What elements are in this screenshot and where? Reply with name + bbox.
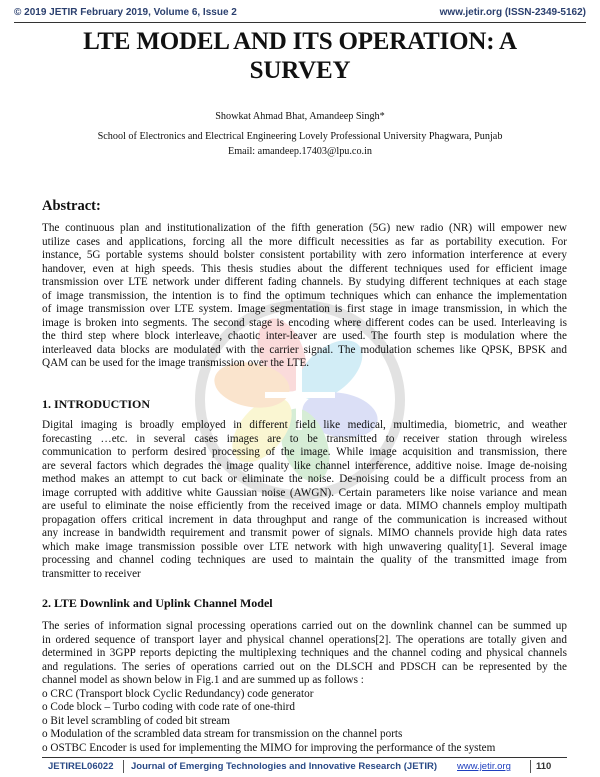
- abstract-line: handover, even at high speeds. This thesis studies about the different techniques used for efficient image: [42, 262, 567, 275]
- running-header: [14, 6, 586, 23]
- introduction-line: method makes an attempt to cut back or eliminate the noise. De-noising could be a difficult process from an: [42, 473, 567, 485]
- affiliation: School of Electronics and Electrical Engineering Lovely Professional University Phagwara, Punjab: [97, 131, 503, 142]
- abstract-line: of image transmission, the intention is to find the optimum techniques which can enhance the implementation: [42, 289, 567, 302]
- introduction-line: Digital imaging is broadly employed in different field like medical, multimedia, biometric, and weather: [42, 419, 567, 431]
- abstract-line: instance, 5G portable systems should bolster consistent portability with zero information interference at every: [42, 249, 567, 261]
- title-line: SURVEY: [249, 57, 351, 84]
- introduction-line: image corrupted with additive white Gaussian noise (AWGN). Certain parameters like noise variance and mean: [42, 486, 567, 499]
- introduction-body: [42, 419, 567, 581]
- abstract-line: image is broken into segments. The second stage is encoding where different codes can be used. Interleaving is: [42, 316, 567, 329]
- abstract-line: transmission over LTE network under different fading channels. By studying different techniques at each stage: [42, 276, 567, 288]
- bullet-item: o Code block – Turbo coding with code rate of one-third: [42, 701, 295, 713]
- bullet-item: o Bit level scrambling of coded bit stream: [42, 714, 230, 727]
- section2-line: and regulations. The series of operations carried out on the DLSCH and PDSCH can be represented by the: [42, 660, 567, 673]
- introduction-line: communication to perform desired processing of the image. While image acquisition and transmission, there: [42, 446, 567, 458]
- introduction-line: which make image transmission possible over LTE network with high unwavering quality[1]. Several image: [42, 540, 567, 553]
- abstract-line: of image transmission over LTE system. Image segmentation is first stage in image transmission, in which the: [42, 303, 567, 315]
- title-line: LTE MODEL AND ITS OPERATION: A: [83, 28, 517, 55]
- page-footer: [42, 757, 567, 777]
- section2-line: The series of information signal processing operations carried out on the downlink channel can be summed up: [42, 620, 567, 632]
- paper-title: [0, 27, 600, 85]
- section2-heading: 2. LTE Downlink and Uplink Channel Model: [42, 596, 273, 610]
- footer-divider: [530, 760, 531, 773]
- journal-link[interactable]: www.jetir.org: [457, 761, 511, 772]
- introduction-line: processing and channel coding techniques are used to maintain the quality of the transmitted image from: [42, 554, 567, 566]
- abstract-line: utilize cases and applications, forcing all the more difficult necessities as far as portability execution. For: [42, 235, 567, 248]
- section2-body: [42, 620, 567, 755]
- introduction-line: forecasting …etc. in several cases images are to be transmitted to receiver station through wireless: [42, 432, 567, 445]
- email: Email: amandeep.17403@lpu.co.in: [227, 146, 373, 157]
- section2-line: in ordered sequence of transport layer and physical channel operations[2]. The operations are totally given and: [42, 633, 567, 646]
- abstract-line: the third step where block interleave, chaotic inter-leaver are used. The fourth step is modulation where the: [42, 330, 567, 342]
- journal-issue-info: © 2019 JETIR February 2019, Volume 6, Issue 2: [14, 7, 237, 18]
- abstract-heading: Abstract:: [42, 198, 101, 214]
- introduction-line: propagation offers critical increment in data throughput and range of the communication is increased without: [42, 513, 567, 526]
- abstract-body: [42, 222, 567, 371]
- abstract-line: The continuous plan and institutionalization of the fifth generation (5G) new radio (NR) will empower new: [42, 222, 567, 234]
- section2-line: determined in 3GPP reports depicting the multiplexing techniques and the channel coding and physical channels: [42, 647, 567, 659]
- footer-divider: [123, 760, 124, 773]
- introduction-heading: 1. INTRODUCTION: [42, 397, 151, 411]
- bullet-item: o OSTBC Encoder is used for implementing the MIMO for improving the performance of the system: [42, 741, 496, 754]
- abstract-line: interleaved data blocks are modulated with the carrier signal. The modulation schemes like QPSK, BPSK and: [42, 343, 567, 356]
- section2-line: channel model as shown below in Fig.1 and are summed up as follows :: [42, 674, 364, 686]
- introduction-line: transmitter to receiver: [42, 567, 141, 580]
- introduction-line: are several factors which degrades the image quality like channel interference, additive noise. Image de-noising: [42, 459, 567, 472]
- bullet-item: o Modulation of the scrambled data stream for transmission on the channel ports: [42, 728, 403, 740]
- page-number: 110: [536, 761, 552, 772]
- bullet-item: o CRC (Transport block Cyclic Redundancy) code generator: [42, 687, 314, 700]
- abstract-line: QAM can be used for the image transmission over the LTE.: [42, 357, 310, 369]
- paper-id: JETIREL06022: [48, 761, 114, 772]
- journal-name: Journal of Emerging Technologies and Innovative Research (JETIR): [131, 761, 437, 772]
- journal-website-issn: www.jetir.org (ISSN-2349-5162): [439, 7, 586, 18]
- introduction-line: are useful to eliminate the noise efficiently from the received image or data. MIMO channels employ multipath: [42, 500, 567, 512]
- authors: Showkat Ahmad Bhat, Amandeep Singh*: [215, 111, 385, 122]
- introduction-line: any increase in bandwidth requirement and transmit power of signals. MIMO channels provide high data rates: [42, 527, 567, 539]
